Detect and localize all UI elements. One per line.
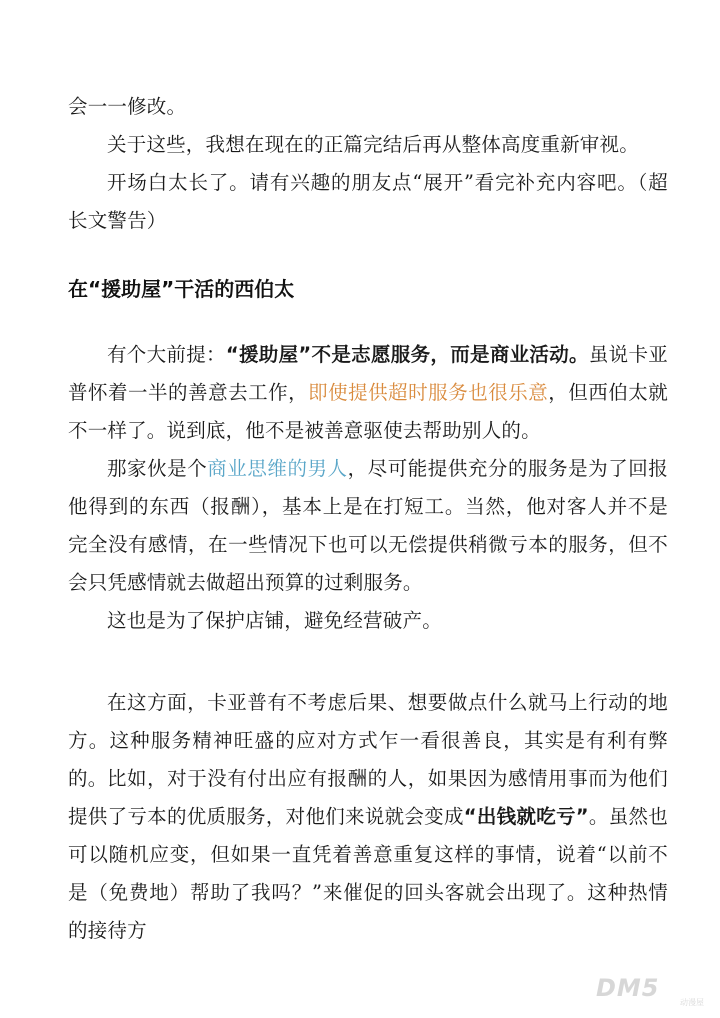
section-heading: 在“援助屋”干活的西伯太 bbox=[68, 277, 295, 301]
paragraph-4-mid: 虽说卡亚普怀着一半的善意去工作， bbox=[68, 343, 668, 404]
paragraph-8-bold: “出钱就吃亏” bbox=[463, 805, 589, 828]
paragraph-8-tail: 。虽然也可以随机应变，但如果一直凭着善意重复这样的事情，说着“以前不是（免费地）帮助了我吗？”来催促的回头客就会出现了。这种热情的接待方 bbox=[68, 805, 668, 942]
paragraph-4-lead: 有个大前提： bbox=[107, 343, 226, 366]
paragraph-4-orange-highlight: 即使提供超时服务也很乐意 bbox=[308, 381, 549, 404]
paragraph-3-text: 开场白太长了。请有兴趣的朋友点“展开”看完补充内容吧。（超长文警告） bbox=[68, 171, 668, 232]
paragraph-4-tail: ，但西伯太就不一样了。说到底，他不是被善意驱使去帮助别人的。 bbox=[68, 381, 668, 442]
paragraph-5-lead: 那家伙是个 bbox=[107, 457, 208, 480]
paragraph-2 bbox=[68, 126, 668, 164]
paragraph-1-text: 会一一修改。 bbox=[68, 95, 187, 118]
paragraph-7-text: 在这方面，卡亚普有不考虑后果、想要做点什么就马上行动的地方。这种服务精神旺盛的应对方式乍一看很善良，其实是有利有弊的。 bbox=[68, 691, 668, 790]
paragraph-8 bbox=[68, 760, 668, 950]
paragraph-4-bold: “援助屋”不是志愿服务，而是商业活动。 bbox=[225, 343, 589, 366]
paragraph-2-text: 关于这些，我想在现在的正篇完结后再从整体高度重新审视。 bbox=[107, 133, 639, 156]
watermark-sub: 动漫屋 bbox=[680, 998, 704, 1007]
paragraph-5-blue-highlight: 商业思维的男人 bbox=[207, 457, 348, 480]
paragraph-5 bbox=[68, 450, 668, 602]
paragraph-1 bbox=[68, 88, 668, 126]
paragraph-4 bbox=[68, 336, 668, 450]
paragraph-6 bbox=[68, 602, 668, 640]
paragraph-5-tail: ，尽可能提供充分的服务是为了回报他得到的东西（报酬），基本上是在打短工。当然，他对客人并不是完全没有感情，在一些情况下也可以无偿提供稍微亏本的服务，但不会只凭感情就去做超出预算的过剩服务。 bbox=[68, 457, 669, 594]
paragraph-6-text: 这也是为了保护店铺，避免经营破产。 bbox=[107, 609, 442, 632]
watermark-logo: DM5 bbox=[596, 974, 660, 1002]
paragraph-8-lead: 比如，对于没有付出应有报酬的人，如果因为感情用事而为他们提供了亏本的优质服务，对他们来说就会变成 bbox=[68, 767, 668, 828]
paragraph-3 bbox=[68, 164, 668, 240]
site-watermark bbox=[596, 974, 706, 1008]
